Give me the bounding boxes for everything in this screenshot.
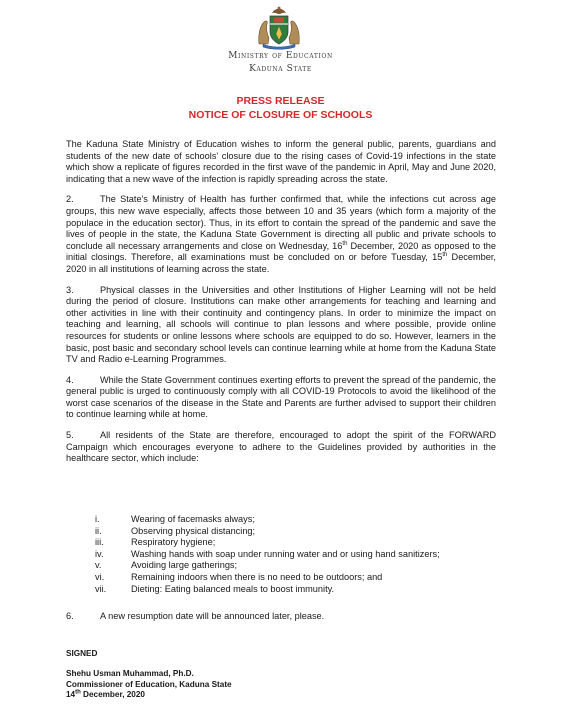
list-item [95, 572, 440, 584]
ministry-name: Ministry of Education [228, 51, 333, 61]
signed-label: SIGNED [66, 649, 98, 658]
list-item-number: iv. [95, 548, 104, 559]
signature-date [66, 690, 232, 701]
list-item [95, 526, 440, 538]
paragraph-2-text-b: December, 2020 as opposed to the initial closings. Therefore, all examinations must be concluded on or before Tuesday, 15 [66, 240, 496, 263]
list-item [95, 537, 440, 549]
release-body [66, 139, 496, 474]
list-item [95, 549, 440, 561]
list-item-number: v. [95, 560, 102, 571]
list-item-text: Washing hands with soap under running water and or using hand sanitizers; [131, 548, 440, 559]
list-item-text: Respiratory hygiene; [131, 537, 216, 548]
paragraph-2-text-a: The State's Ministry of Health has further confirmed that, while the infections cut across age groups, this new wave especially, affects those between 10 and 35 years (which form a majority of the populace in the education sector). Thus, in its effort to contain the spread of the pandemic and save the lives of people in the state, the Kaduna State Government is directing all public and private schools to conclude all necessary arrangements and close on Wednesday, 16 [66, 194, 496, 251]
paragraph-4-number: 4. [66, 374, 74, 385]
list-item-text: Avoiding large gatherings; [131, 560, 238, 571]
press-release-title [0, 94, 561, 122]
paragraph-5-number: 5. [66, 430, 74, 441]
list-item [95, 584, 440, 596]
paragraph-3-text: Physical classes in the Universities and other Institutions of Higher Learning will not be held during the period of closure. Institutions can make other arrangements for teaching and learning and other activities in line with their continuity and contingency plans. In order to minimize the impact on teaching and learning, all schools will continue to plan lessons and where possible, provide online resources for students or online lessons where schools are equipped to do so. However, learners in the basic, post basic and secondary school levels can continue learning while at home from the Kaduna State TV and Radio e-Learning Programmes. [66, 284, 496, 365]
list-item-text: Observing physical distancing; [131, 525, 256, 536]
paragraph-2-sup-1: th [342, 240, 348, 247]
list-item-text: Remaining indoors when there is no need to be outdoors; and [131, 571, 383, 582]
list-item-number: vi. [95, 571, 105, 582]
ministry-heading [0, 50, 561, 76]
paragraph-3 [66, 285, 496, 366]
list-item-number: vii. [95, 583, 107, 594]
list-item [95, 514, 440, 526]
paragraph-2-sup-2: th [442, 252, 448, 259]
signatory-name: Shehu Usman Muhammad, Ph.D. [66, 669, 194, 678]
list-item [95, 560, 440, 572]
ministry-state: Kaduna State [249, 64, 312, 74]
list-item-number: iii. [95, 537, 104, 548]
date-suffix: th [75, 689, 81, 696]
guidelines-list [95, 514, 440, 595]
paragraph-4 [66, 375, 496, 421]
signature-block [66, 669, 232, 701]
signatory-role: Commissioner of Education, Kaduna State [66, 679, 232, 689]
paragraph-6 [66, 611, 324, 623]
paragraph-6-number: 6. [66, 611, 74, 621]
date-day: 14 [66, 690, 76, 699]
paragraph-5 [66, 430, 496, 465]
paragraph-2-text-c: December, 2020 in all institutions of learning across the state. [66, 252, 496, 274]
paragraph-1: The Kaduna State Ministry of Education wishes to inform the general public, parents, guardians and students of the new date of schools' closure due to the rising cases of Covid-19 infections in the state which show a replicate of figures recorded in the first wave of the pandemic in April, May and June 2020, indicating that a new wave of the infection is rapidly spreading across the state. [66, 139, 496, 184]
list-item-number: ii. [95, 525, 102, 536]
coat-of-arms-icon [255, 4, 303, 50]
paragraph-2 [66, 194, 496, 275]
paragraph-4-text: While the State Government continues exerting efforts to prevent the spread of the pandemic, the general public is urged to continuously comply with all COVID-19 Protocols to avoid the likelihood of the worst case scenarios of the disease in the State and Parents are further advised to support their children to continue learning while at home. [66, 374, 496, 420]
list-item-text: Wearing of facemasks always; [131, 514, 255, 524]
paragraph-2-number: 2. [66, 194, 74, 205]
list-item-text: Dieting: Eating balanced meals to boost immunity. [131, 583, 335, 594]
title-line-2: NOTICE OF CLOSURE OF SCHOOLS [188, 109, 373, 121]
paragraph-3-number: 3. [66, 284, 74, 295]
date-rest: December, 2020 [80, 690, 145, 699]
paragraph-5-text: All residents of the State are therefore, encouraged to adopt the spirit of the FORWARD Campaign which encourages everyone to adhere to the Guidelines provided by authorities in the healthcare sector, which include: [66, 430, 496, 464]
title-line-1: PRESS RELEASE [236, 95, 325, 107]
list-item-number: i. [95, 514, 100, 524]
paragraph-6-text: A new resumption date will be announced later, please. [100, 611, 325, 621]
